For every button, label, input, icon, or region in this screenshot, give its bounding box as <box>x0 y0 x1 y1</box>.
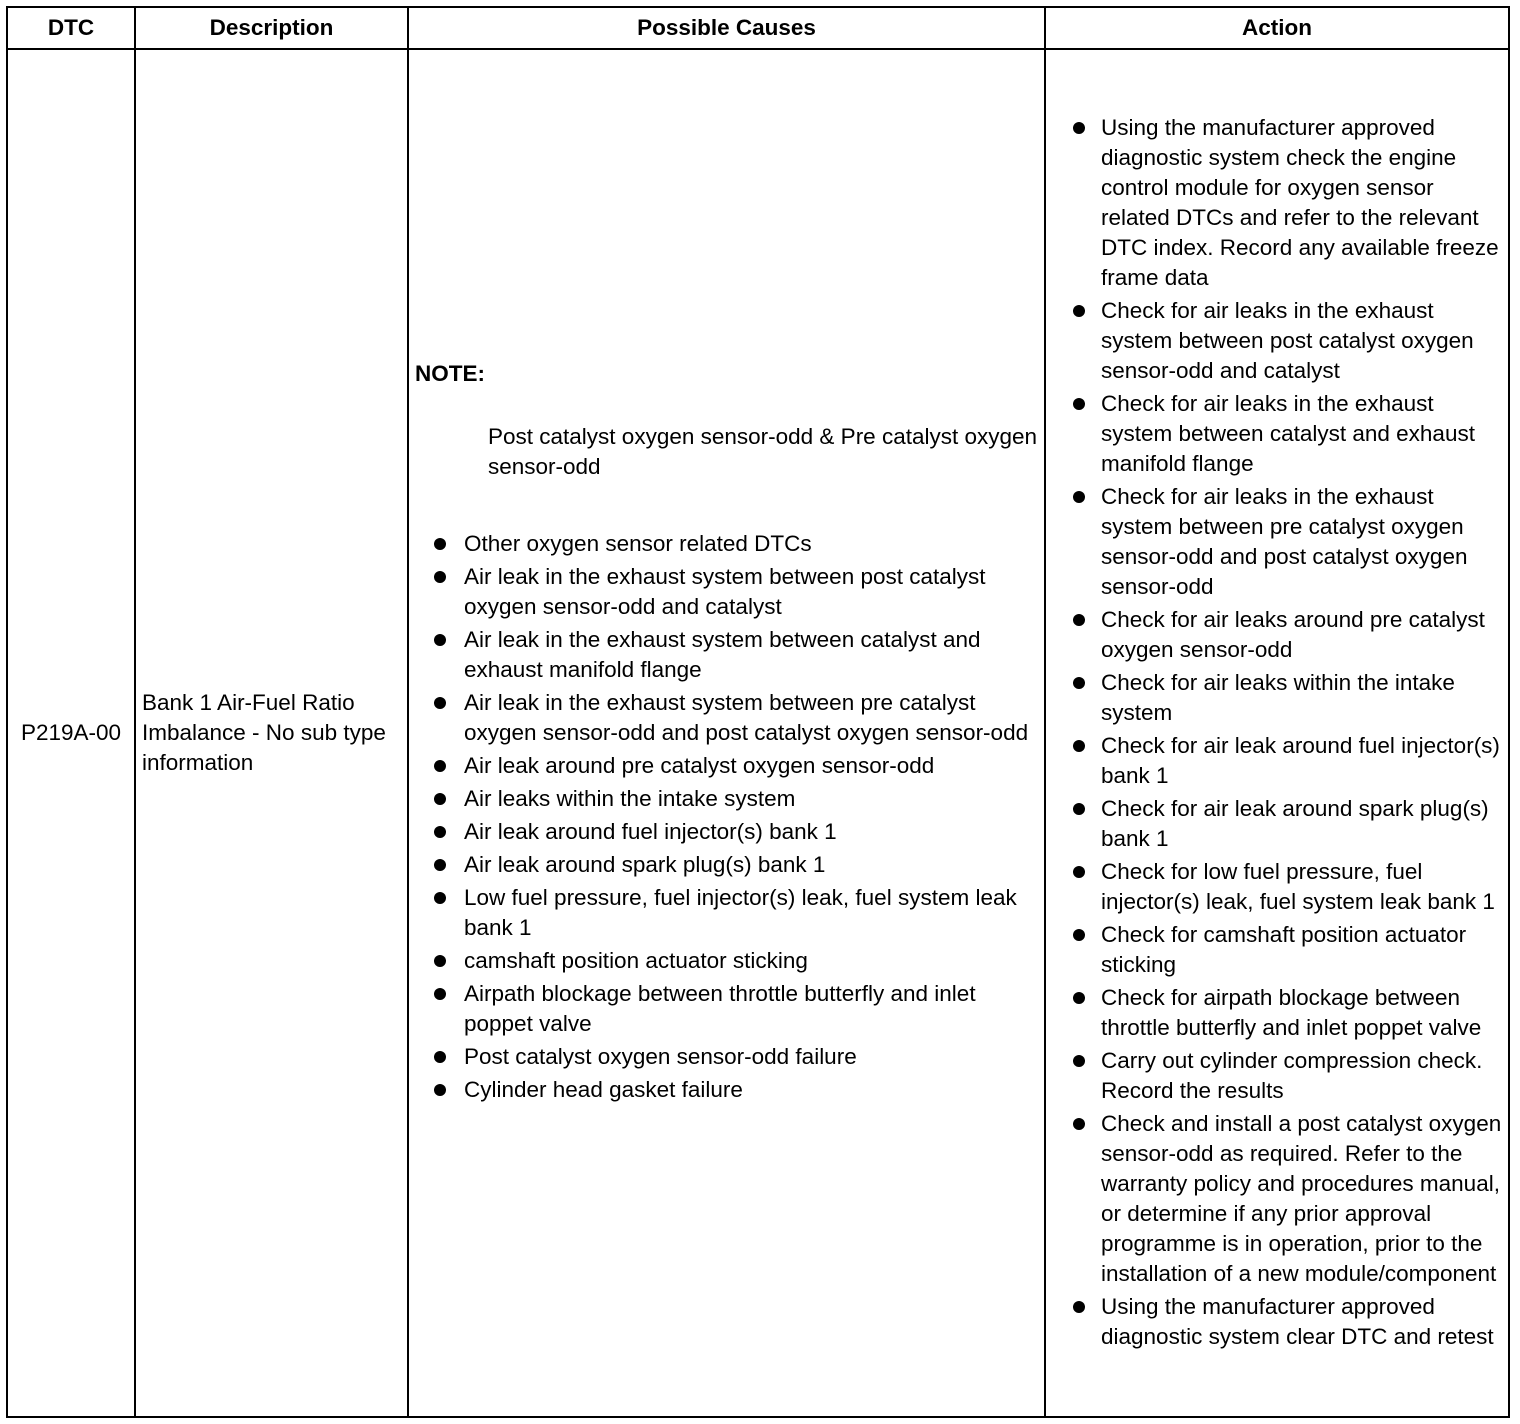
cause-list-item: Air leak around fuel injector(s) bank 1 <box>415 817 1038 847</box>
cause-list-item: Air leak around spark plug(s) bank 1 <box>415 850 1038 880</box>
action-list-item: Check for air leaks within the intake system <box>1052 668 1508 728</box>
cause-list-item: Other oxygen sensor related DTCs <box>415 529 1038 559</box>
action-list-item: Using the manufacturer approved diagnostic system clear DTC and retest <box>1052 1292 1508 1352</box>
cause-list-item: Air leaks within the intake system <box>415 784 1038 814</box>
actions-list <box>1052 113 1508 1352</box>
header-action: Action <box>1045 7 1509 49</box>
dtc-description: Bank 1 Air-Fuel Ratio Imbalance - No sub type information <box>135 49 408 1417</box>
cause-list-item: camshaft position actuator sticking <box>415 946 1038 976</box>
header-possible-causes: Possible Causes <box>408 7 1045 49</box>
header-dtc: DTC <box>7 7 135 49</box>
dtc-table <box>6 6 1510 1418</box>
action-list-item: Check for low fuel pressure, fuel injector(s) leak, fuel system leak bank 1 <box>1052 857 1508 917</box>
note-title: NOTE: <box>415 360 485 386</box>
action-list-item: Check for air leak around fuel injector(s) bank 1 <box>1052 731 1508 791</box>
action-list-item: Check for air leaks in the exhaust system between post catalyst oxygen sensor-odd and catalyst <box>1052 296 1508 386</box>
cause-list-item: Air leak in the exhaust system between catalyst and exhaust manifold flange <box>415 625 1038 685</box>
cause-list-item: Cylinder head gasket failure <box>415 1075 1038 1105</box>
cause-list-item: Air leak around pre catalyst oxygen sensor-odd <box>415 751 1038 781</box>
cause-list-item: Low fuel pressure, fuel injector(s) leak, fuel system leak bank 1 <box>415 883 1038 943</box>
action-list-item: Check and install a post catalyst oxygen sensor-odd as required. Refer to the warranty policy and procedures manual, or determine if any prior approval programme is in operation, prior to the installation of a new module/component <box>1052 1109 1508 1289</box>
header-description: Description <box>135 7 408 49</box>
action-list-item: Check for airpath blockage between throttle butterfly and inlet poppet valve <box>1052 983 1508 1043</box>
cause-list-item: Post catalyst oxygen sensor-odd failure <box>415 1042 1038 1072</box>
header-row <box>7 7 1509 49</box>
note-text: Post catalyst oxygen sensor-odd & Pre catalyst oxygen sensor-odd <box>488 423 1038 479</box>
action-list-item: Check for camshaft position actuator sticking <box>1052 920 1508 980</box>
causes-list <box>415 529 1038 1105</box>
cause-list-item: Airpath blockage between throttle butterfly and inlet poppet valve <box>415 979 1038 1039</box>
action-list-item: Carry out cylinder compression check. Record the results <box>1052 1046 1508 1106</box>
action-cell <box>1045 49 1509 1417</box>
table-row <box>7 49 1509 1417</box>
cause-list-item: Air leak in the exhaust system between post catalyst oxygen sensor-odd and catalyst <box>415 562 1038 622</box>
dtc-code: P219A-00 <box>7 49 135 1417</box>
action-list-item: Check for air leaks in the exhaust system between pre catalyst oxygen sensor-odd and post catalyst oxygen sensor-odd <box>1052 482 1508 602</box>
action-list-item: Check for air leak around spark plug(s) bank 1 <box>1052 794 1508 854</box>
action-list-item: Using the manufacturer approved diagnostic system check the engine control module for oxygen sensor related DTCs and refer to the relevant DTC index. Record any available freeze frame data <box>1052 113 1508 293</box>
action-list-item: Check for air leaks around pre catalyst oxygen sensor-odd <box>1052 605 1508 665</box>
cause-list-item: Air leak in the exhaust system between pre catalyst oxygen sensor-odd and post catalyst oxygen sensor-odd <box>415 688 1038 748</box>
action-list-item: Check for air leaks in the exhaust system between catalyst and exhaust manifold flange <box>1052 389 1508 479</box>
possible-causes-cell <box>408 49 1045 1417</box>
